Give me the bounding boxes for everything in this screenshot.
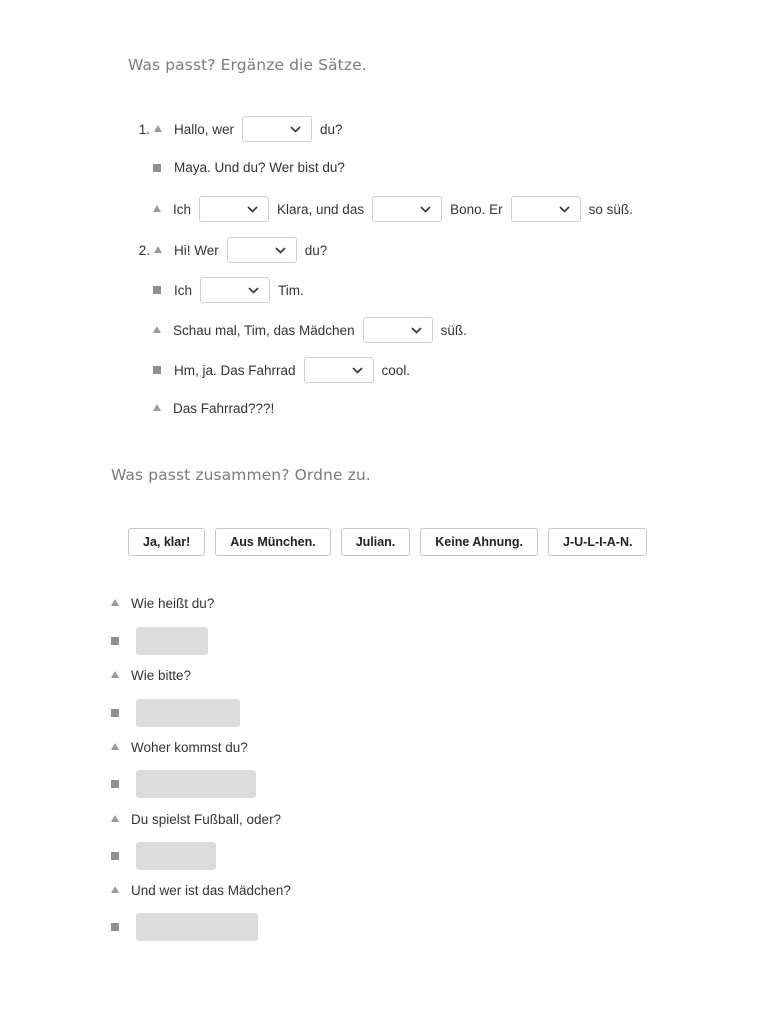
answer-dropdown[interactable] <box>511 196 581 222</box>
sentence-text: Bono. Er <box>450 201 503 217</box>
sentence-text: Hm, ja. Das Fahrrad <box>174 362 296 378</box>
sentence-text: Das Fahrrad???! <box>173 401 275 416</box>
answer-dropdown[interactable] <box>304 357 374 383</box>
chevron-down-icon <box>420 206 431 213</box>
answer-row <box>111 699 240 727</box>
chevron-down-icon <box>248 287 259 294</box>
question-text: Wie heißt du? <box>131 596 215 611</box>
chevron-down-icon <box>290 126 301 133</box>
speaker-b-square-icon <box>111 709 119 717</box>
answer-drop-slot[interactable] <box>136 770 256 798</box>
question-row <box>111 740 248 755</box>
question-text: Und wer ist das Mädchen? <box>131 883 291 898</box>
exercise-2-heading: Was passt zusammen? Ordne zu. <box>111 466 371 484</box>
sentence-text: Maya. Und du? Wer bist du? <box>174 160 345 175</box>
answer-dropdown[interactable] <box>242 116 312 142</box>
item-1-line-3 <box>153 196 633 222</box>
speaker-a-triangle-icon <box>111 815 119 822</box>
speaker-a-triangle-icon <box>111 599 119 606</box>
item-2-line-2 <box>153 277 304 303</box>
speaker-b-square-icon <box>153 164 161 172</box>
question-row <box>111 668 191 683</box>
item-number: 2. <box>138 242 150 258</box>
speaker-b-square-icon <box>153 366 161 374</box>
sentence-text: so süß. <box>588 201 633 217</box>
speaker-a-triangle-icon <box>154 125 162 132</box>
answer-options-bar <box>128 528 657 556</box>
answer-option-chip[interactable]: Aus München. <box>215 528 330 556</box>
sentence-text: Klara, und das <box>277 201 365 217</box>
sentence-text: du? <box>304 242 328 258</box>
speaker-a-triangle-icon <box>111 886 119 893</box>
item-2-line-1 <box>130 237 327 263</box>
answer-dropdown[interactable] <box>200 277 270 303</box>
speaker-a-triangle-icon <box>111 743 119 750</box>
answer-drop-slot[interactable] <box>136 913 258 941</box>
answer-row <box>111 627 208 655</box>
item-2-line-3 <box>153 317 467 343</box>
item-1-line-2 <box>153 160 345 175</box>
item-number: 1. <box>138 121 150 137</box>
answer-option-chip[interactable]: Julian. <box>341 528 411 556</box>
answer-drop-slot[interactable] <box>136 699 240 727</box>
item-1-line-1 <box>130 116 343 142</box>
answer-dropdown[interactable] <box>363 317 433 343</box>
item-2-line-4 <box>153 357 410 383</box>
answer-option-chip[interactable]: J-U-L-I-A-N. <box>548 528 647 556</box>
speaker-a-triangle-icon <box>153 326 161 333</box>
answer-dropdown[interactable] <box>227 237 297 263</box>
speaker-b-square-icon <box>153 286 161 294</box>
sentence-text: cool. <box>381 362 411 378</box>
answer-option-chip[interactable]: Ja, klar! <box>128 528 205 556</box>
sentence-text: süß. <box>440 322 467 338</box>
sentence-text: du? <box>320 121 343 137</box>
exercise-1-heading: Was passt? Ergänze die Sätze. <box>128 56 367 74</box>
answer-row <box>111 913 258 941</box>
item-2-line-5 <box>153 401 274 416</box>
sentence-text: Schau mal, Tim, das Mädchen <box>173 322 355 338</box>
sentence-text: Ich <box>173 201 192 217</box>
answer-dropdown[interactable] <box>199 196 269 222</box>
speaker-b-square-icon <box>111 923 119 931</box>
answer-option-chip[interactable]: Keine Ahnung. <box>420 528 538 556</box>
answer-drop-slot[interactable] <box>136 842 216 870</box>
answer-drop-slot[interactable] <box>136 627 208 655</box>
chevron-down-icon <box>352 367 363 374</box>
speaker-a-triangle-icon <box>111 671 119 678</box>
speaker-b-square-icon <box>111 637 119 645</box>
answer-dropdown[interactable] <box>372 196 442 222</box>
chevron-down-icon <box>411 327 422 334</box>
question-text: Du spielst Fußball, oder? <box>131 812 282 827</box>
speaker-b-square-icon <box>111 852 119 860</box>
question-row <box>111 596 214 611</box>
answer-row <box>111 842 216 870</box>
sentence-text: Tim. <box>278 282 304 298</box>
speaker-a-triangle-icon <box>153 404 161 411</box>
chevron-down-icon <box>247 206 258 213</box>
sentence-text: Hi! Wer <box>174 242 219 258</box>
speaker-a-triangle-icon <box>154 246 162 253</box>
sentence-text: Ich <box>174 282 193 298</box>
chevron-down-icon <box>275 247 286 254</box>
speaker-b-square-icon <box>111 780 119 788</box>
speaker-a-triangle-icon <box>153 205 161 212</box>
question-row <box>111 812 281 827</box>
answer-row <box>111 770 256 798</box>
question-text: Woher kommst du? <box>131 740 248 755</box>
chevron-down-icon <box>559 206 570 213</box>
question-text: Wie bitte? <box>131 668 192 683</box>
question-row <box>111 883 291 898</box>
sentence-text: Hallo, wer <box>174 121 235 137</box>
